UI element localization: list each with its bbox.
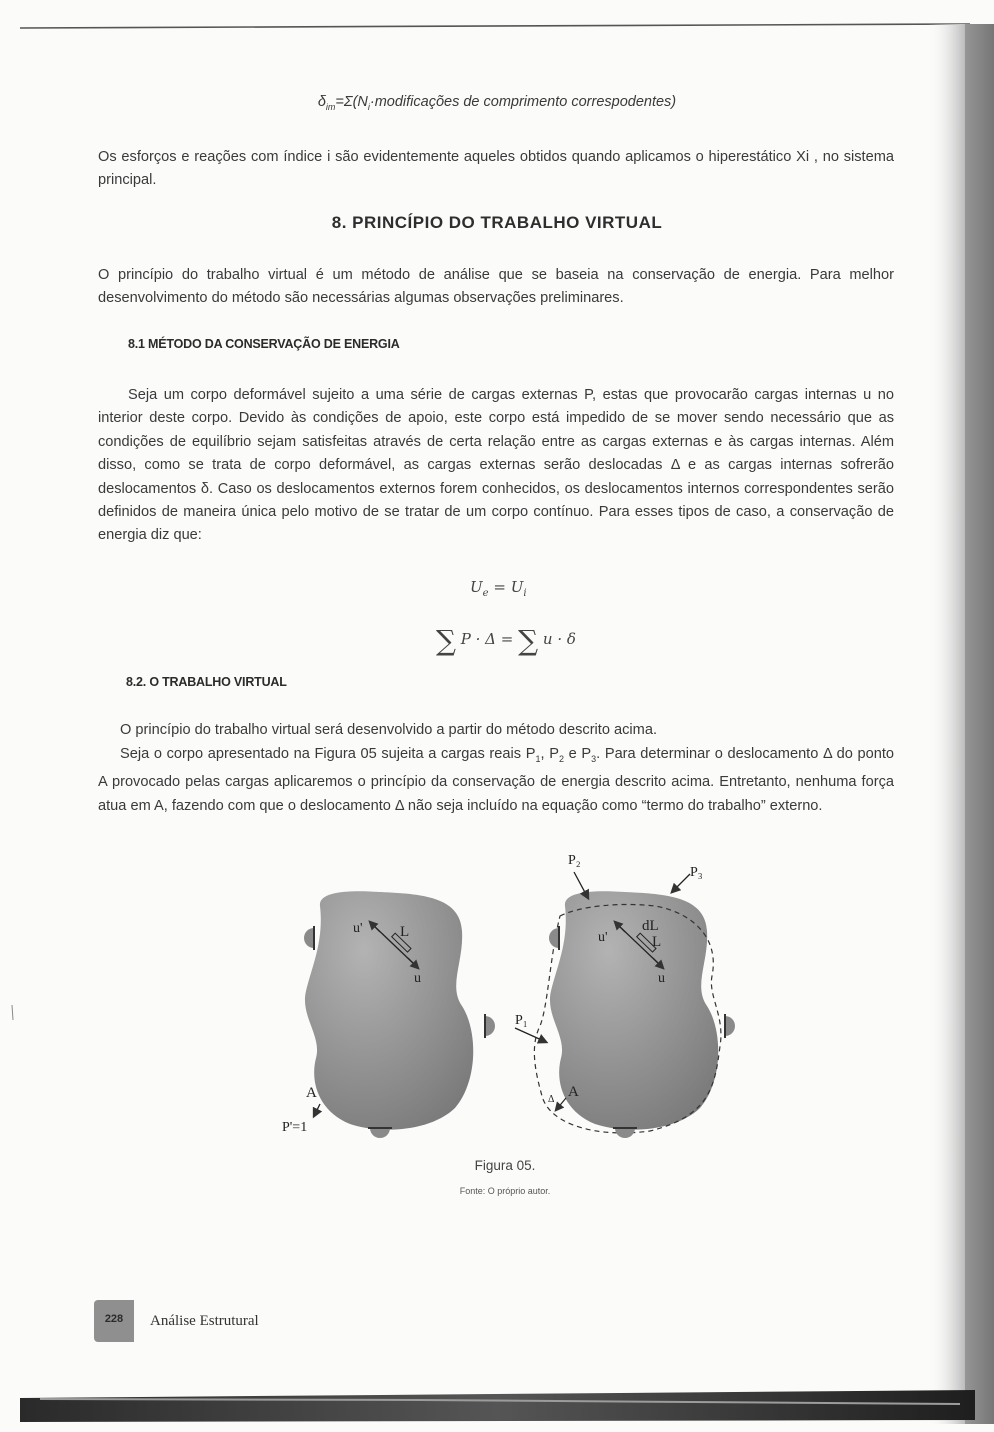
eq1-right-sub: i bbox=[523, 588, 527, 599]
right-support-bottom bbox=[613, 1128, 637, 1138]
eq2-sum-right: ∑ bbox=[518, 624, 539, 657]
formula-lhs-sub: im bbox=[325, 101, 336, 112]
p5-part-c: e P bbox=[563, 746, 592, 762]
right-label-L: L bbox=[652, 934, 662, 950]
p5-part-a: Seja o corpo apresentado na Figura 05 sujeita a cargas reais P bbox=[120, 746, 536, 762]
section-8-heading: 8. PRINCÍPIO DO TRABALHO VIRTUAL bbox=[331, 213, 663, 232]
paragraph-ptv-metodo: O princípio do trabalho virtual será desenvolvido a partir do método descrito acima. bbox=[120, 722, 658, 738]
figure-05-deformable-bodies bbox=[280, 846, 750, 1146]
left-support-top-left bbox=[304, 926, 314, 950]
formula-lhs: δ bbox=[317, 94, 326, 110]
formula-mid-sub: i bbox=[367, 101, 370, 112]
left-label-unit-load: P'=1 bbox=[282, 1120, 308, 1135]
left-support-right bbox=[485, 1014, 495, 1038]
paragraph-conservacao: Seja um corpo deformável sujeito a uma série de cargas externas P, estas que provocarão cargas internas u no interior deste corpo. Devido às condições de apoio, este corpo está impedido de se mover sendo necessário que as condições de equilíbrio sejam satisfeitas através de certa relação entre as cargas externas e às cargas internas. Além disso, como se trata de corpo deformável, as cargas externas serão deslocadas Δ e as cargas internas sofrerão deslocamentos δ. Caso os deslocamentos externos forem conhecidos, os deslocamentos internos correspondentes serão definidos de maneira única pelo motivo de se tratar de um corpo contínuo. Para esses tipos de caso, a conservação de energia diz que: bbox=[98, 387, 894, 544]
right-label-A: A bbox=[568, 1084, 579, 1100]
paragraph-hiperestatico: Os esforços e reações com índice i são evidentemente aqueles obtidos quando aplicamos o hiperestático Xi , no sistema principal. bbox=[98, 149, 894, 189]
left-label-A: A bbox=[306, 1085, 317, 1101]
p5-part-b: , P bbox=[540, 746, 559, 762]
eq2-sum-left: ∑ bbox=[436, 624, 456, 657]
paragraph-figura-05 bbox=[98, 743, 894, 818]
figure-caption: Figura 05. bbox=[474, 1158, 536, 1173]
left-body-group bbox=[282, 891, 495, 1138]
figure-source: Fonte: O próprio autor. bbox=[459, 1186, 551, 1196]
book-title: Análise Estrutural bbox=[150, 1313, 259, 1329]
section-8-1-heading: 8.1 MÉTODO DA CONSERVAÇÃO DE ENERGIA bbox=[128, 337, 400, 351]
equation-energy-balance bbox=[436, 624, 576, 657]
right-label-u: u bbox=[658, 971, 665, 986]
equation-ue-ui bbox=[470, 578, 527, 599]
left-support-bottom bbox=[368, 1128, 392, 1138]
label-P2: P₂ bbox=[568, 853, 581, 868]
right-label-delta: Δ bbox=[548, 1094, 555, 1105]
left-label-L: L bbox=[400, 924, 410, 940]
eq1-left-sub: e bbox=[482, 588, 489, 599]
label-P3: P₃ bbox=[690, 865, 703, 880]
page-number: 228 bbox=[104, 1313, 124, 1325]
left-deformable-body bbox=[305, 891, 473, 1129]
p5-part-d: . Para determinar o deslocamento Δ do ponto A provocado pelas cargas aplicaremos o princípio da conservação de energia descrito acima. Entretanto, nenhuma força atua em A, fazendo com que o deslocamento Δ não seja incluído na equação como “termo do trabalho” externo. bbox=[98, 746, 895, 814]
formula-delta-im bbox=[0, 94, 994, 112]
right-support-right bbox=[725, 1014, 735, 1038]
right-body-group bbox=[515, 853, 735, 1138]
paragraph-intro-ptv: O princípio do trabalho virtual é um método de análise que se baseia na conservação de energia. Para melhor desenvolvimento do método são necessárias algumas observações preliminares. bbox=[98, 267, 894, 307]
eq1-mid: = bbox=[488, 578, 511, 596]
label-P1: P₁ bbox=[515, 1013, 528, 1028]
right-label-dL: dL bbox=[642, 918, 659, 934]
formula-rest: ·modificações de comprimento correspodentes) bbox=[369, 94, 677, 110]
p5-sub-1: 1 bbox=[535, 753, 541, 764]
p5-sub-2: 2 bbox=[558, 753, 564, 764]
eq1-right: U bbox=[510, 578, 524, 596]
left-label-u: u bbox=[414, 971, 421, 986]
right-label-u-prime: u' bbox=[598, 930, 608, 945]
eq1-left: U bbox=[470, 578, 483, 596]
right-support-top-left bbox=[549, 926, 559, 950]
left-label-u-prime: u' bbox=[353, 921, 363, 936]
p5-sub-3: 3 bbox=[591, 753, 597, 764]
formula-mid: =Σ(N bbox=[335, 94, 368, 110]
eq2-right: u · δ bbox=[542, 630, 576, 648]
eq2-left: P · Δ = bbox=[460, 630, 519, 648]
section-8-2-heading: 8.2. O TRABALHO VIRTUAL bbox=[126, 675, 287, 689]
